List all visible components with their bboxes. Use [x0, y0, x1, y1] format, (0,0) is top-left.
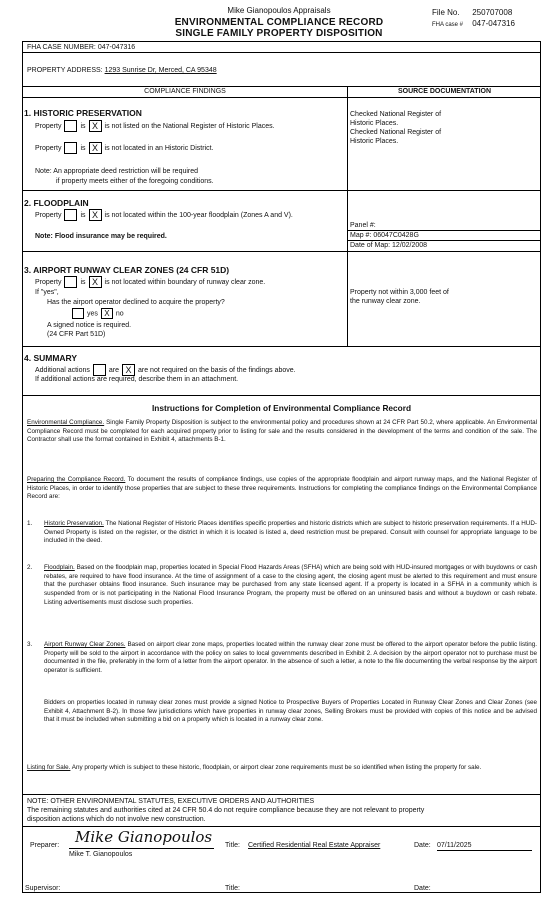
map-number: Map #: 06047C0428G [350, 232, 419, 239]
fha-case-row [27, 43, 135, 52]
s1-isnot-checkbox-1[interactable]: X [89, 120, 102, 132]
section1-note1: Note: An appropriate deed restriction will be required [35, 168, 199, 175]
instr-listing-for-sale: Listing for Sale. Any property which is subject to these historic, floodplain, or airport clear zone requirements must be so identified when listing the property for sale. [27, 764, 482, 771]
section3-if-yes: If "yes", [35, 289, 59, 296]
company-name: Mike Gianopoulos Appraisals [227, 6, 331, 15]
section3-notice2: (24 CFR Part 51D) [47, 331, 106, 338]
s3-is-checkbox[interactable] [64, 276, 77, 288]
note-line3: disposition actions which do not involve new construction. [27, 816, 206, 823]
section3-title: 3. AIRPORT RUNWAY CLEAR ZONES (24 CFR 51D) [24, 265, 230, 275]
compliance-form [22, 41, 541, 893]
address-label: PROPERTY ADDRESS: [27, 67, 103, 74]
note-line1: NOTE: OTHER ENVIRONMENTAL STATUTES, EXECUTIVE ORDERS AND AUTHORITIES [27, 798, 315, 805]
supervisor-signature-line[interactable] [69, 892, 214, 893]
preparer-title-value[interactable]: Certified Residential Real Estate Appraiser [248, 842, 381, 849]
note-line2: The remaining statutes and authorities cited at 24 CFR 50.4 do not require compliance because they are not relevant to property [27, 807, 425, 814]
note-block [27, 797, 424, 824]
s4-arenot-checkbox[interactable]: X [122, 364, 135, 376]
preparer-label: Preparer: [30, 842, 60, 849]
fha-case-block [432, 19, 515, 28]
instr-environmental-compliance: Environmental Compliance. Single Family Property Disposition is subject to the environmental policy and procedures shown at 24 CFR Part 50.2, where applicable. An Environmental Compliance Record must be completed for each acquired property prior to listing for sale and the results considered in the development of the terms and condition of the sale. The Contractor shall use the format contained in Exhibit 4, attachments B-1. [27, 419, 538, 444]
preparer-name: Mike T. Gianopoulos [69, 851, 133, 858]
section3-notice1: A signed notice is required. [47, 322, 132, 329]
section2-note: Note: Flood insurance may be required. [35, 233, 167, 240]
section3-yes-no: yes X no [69, 308, 124, 319]
section2-title: 2. FLOODPLAIN [24, 198, 89, 208]
fha-case-label: FHA case # [432, 22, 464, 28]
section4-line1: Additional actions are X are not required on the basis of the findings above. [35, 365, 296, 375]
form-title-line2: SINGLE FAMILY PROPERTY DISPOSITION [175, 28, 383, 39]
supervisor-title-label: Title: [225, 885, 240, 892]
fha-case-row-label: FHA CASE NUMBER: [27, 44, 96, 51]
s1-isnot-checkbox-2[interactable]: X [89, 142, 102, 154]
instr-item3-bidders: Bidders on properties located in runway clear zones must provide a signed Notice to Prospective Buyers of Properties Located in Runway Clear Zones and Clear Zones (see Exhibit 4, Attachment B-2). In those few jurisdictions which have properties in runway clear zones, Selling Brokers must be provided with copies of this notice and be advised that it must be included when submitting a bid on a property which is located in a runway clear zone. [44, 699, 537, 724]
section4-title: 4. SUMMARY [24, 353, 78, 363]
section1-line2: Property is X is not located in an Historic District. [35, 143, 214, 153]
section3-question: Has the airport operator declined to acquire the property? [47, 299, 225, 306]
instr-preparing-record: Preparing the Compliance Record. To document the results of compliance findings, use copies of the appropriate floodplain and airport runway maps, and the National Register of Historic Places, in order to identify those properties that are subject to these three requirements. Instructions for completing the compliance findings on the Environmental Compliance Record are: [27, 476, 537, 501]
section2-line1: Property is X is not located within the 100-year floodplain (Zones A and V). [35, 210, 293, 220]
fha-case-row-value: 047-047316 [97, 44, 136, 51]
address-row [27, 66, 217, 75]
address-value: 1293 Sunrise Dr, Merced, CA 95348 [104, 67, 217, 74]
section3-line1: Property is X is not located within boundary of runway clear zone. [35, 277, 266, 287]
instructions-title: Instructions for Completion of Environmental Compliance Record [151, 403, 412, 413]
instr-item2-number: 2. [27, 564, 33, 571]
preparer-title-label: Title: [225, 842, 240, 849]
fha-case-value: 047-047316 [472, 19, 515, 28]
preparer-date-value[interactable]: 07/11/2025 [437, 842, 472, 849]
file-no-value: 250707008 [472, 8, 513, 17]
s1-is-checkbox-2[interactable] [64, 142, 77, 154]
preparer-date-label: Date: [414, 842, 431, 849]
s2-is-checkbox[interactable] [64, 209, 77, 221]
instr-item3: Airport Runway Clear Zones. Based on airport clear zone maps, properties located within the runway clear zone must be offered to the airport operator before the public listing. Property will be sold to the airport in accordance with the policy on sales to local governments described in Exhibit 2. A decision by the airport operator not to purchase must be documented in the file, preferably in the form of a letter from the airport operator. In the absence of such a letter, a note to the file documenting the verbal response by the airport operator is sufficient. [44, 641, 537, 675]
panel-number: Panel #: [350, 222, 376, 229]
instr-item1: Historic Preservation. The National Register of Historic Places identifies specific properties and historic districts which are subject to historic preservation requirements. If a HUD-Owned Property is listed on the register, or the district in which it is located is listed a, deed restriction must be prepared. Consult with counsel for appropriate language to be included in the deed. [44, 520, 537, 545]
section1-title: 1. HISTORIC PRESERVATION [24, 108, 142, 118]
section1-line1: Property is X is not listed on the National Register of Historic Places. [35, 121, 275, 131]
instr-item1-number: 1. [27, 520, 33, 527]
supervisor-date-line[interactable] [437, 892, 532, 893]
supervisor-label: Supervisor: [25, 885, 61, 892]
s3-no-checkbox[interactable]: X [101, 308, 113, 319]
instr-item3-number: 3. [27, 641, 33, 648]
s1-is-checkbox-1[interactable] [64, 120, 77, 132]
section1-note2: if property meets either of the foregoing conditions. [56, 178, 214, 185]
file-number-block [432, 8, 512, 17]
section3-source: Property not within 3,000 feet of the runway clear zone. [350, 289, 449, 305]
s2-isnot-checkbox[interactable]: X [89, 209, 102, 221]
preparer-signature: Mike Gianopoulos [75, 828, 213, 846]
instr-item2: Floodplain. Based on the floodplain map, properties located in Special Flood Hazards Areas (SFHA) which are being sold with HUD-insured mortgages or with buydowns or cash rebates, are required to have flood insurance. At the time of assignment of a case to the closing agent, the closing agent must be alerted to this requirement and must ensure that the purchaser obtains flood insurance. Such insurance may be purchased from any state licensed agent. If a property is located in a SFHA in a community which is suspended from or is not participating in the National Flood Insurance Program, the property must be offered on an uninsured basis and without a buydown or cash rebate. Listing advertisements must disclose such properties. [44, 564, 537, 606]
findings-column-header: COMPLIANCE FINDINGS [144, 88, 226, 95]
form-title-line1: ENVIRONMENTAL COMPLIANCE RECORD [174, 17, 384, 28]
supervisor-date-label: Date: [414, 885, 431, 892]
file-no-label: File No. [432, 8, 460, 17]
source-column-header: SOURCE DOCUMENTATION [397, 88, 492, 95]
map-date: Date of Map: 12/02/2008 [350, 242, 428, 249]
s3-isnot-checkbox[interactable]: X [89, 276, 102, 288]
s3-yes-checkbox[interactable] [72, 308, 84, 319]
supervisor-title-line[interactable] [248, 892, 408, 893]
section1-source: Checked National Register of Historic Places. Checked National Register of Historic Places. [350, 111, 442, 145]
section4-line2: If additional actions are required, describe them in an attachment. [35, 376, 239, 383]
